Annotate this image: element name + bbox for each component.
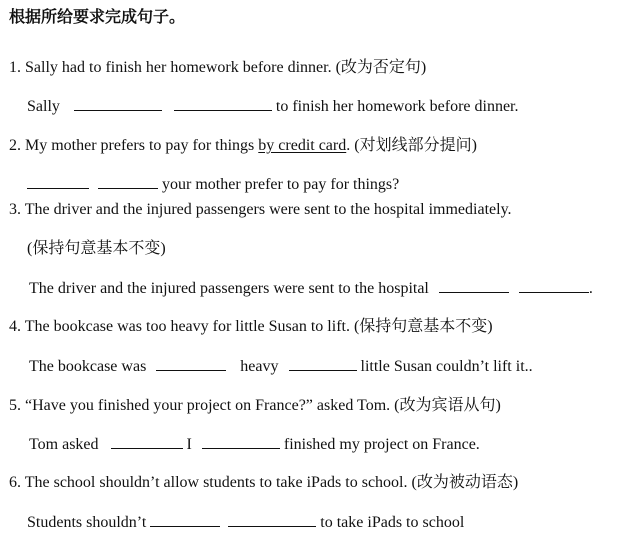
answer-2-blank-2[interactable]: [98, 173, 158, 189]
question-5: [9, 395, 501, 417]
answer-5-blank-2[interactable]: [202, 433, 280, 449]
answer-4: [29, 355, 533, 378]
question-4-prompt: 4. The bookcase was too heavy for little Susan to lift.: [9, 318, 350, 335]
question-3-instruction-line: [27, 238, 166, 260]
answer-4-end: little Susan couldn’t lift it..: [360, 358, 533, 375]
answer-4-start: The bookcase was: [29, 358, 147, 375]
answer-6-blank-2[interactable]: [228, 511, 316, 527]
answer-3: [29, 277, 593, 300]
answer-5-blank-1[interactable]: [111, 433, 183, 449]
answer-4-blank-1[interactable]: [156, 355, 226, 371]
answer-1-blank-2[interactable]: [174, 95, 272, 111]
question-5-instruction: (改为宾语从句): [394, 397, 501, 414]
answer-3-blank-2[interactable]: [519, 277, 589, 293]
question-4-instruction: (保持句意基本不变): [353, 318, 493, 335]
answer-4-blank-2[interactable]: [289, 355, 357, 371]
question-1: [9, 57, 426, 79]
answer-6-blank-1[interactable]: [150, 511, 220, 527]
question-5-prompt: 5. “Have you finished your project on France?” asked Tom.: [9, 397, 391, 414]
question-2: [9, 135, 477, 157]
answer-1-start: Sally: [27, 98, 60, 115]
answer-4-mid: heavy: [240, 358, 279, 375]
question-2-underlined-phrase: by credit card: [258, 137, 347, 154]
answer-2-end: your mother prefer to pay for things?: [162, 176, 400, 193]
answer-2-blank-1[interactable]: [27, 173, 89, 189]
answer-2: [27, 173, 399, 196]
question-4: [9, 316, 493, 338]
answer-6: [27, 511, 464, 534]
question-3: [9, 199, 512, 221]
worksheet-title: 根据所给要求完成句子。: [9, 7, 186, 26]
answer-3-blank-1[interactable]: [439, 277, 509, 293]
answer-3-start: The driver and the injured passengers were sent to the hospital: [29, 280, 429, 297]
answer-1-end: to finish her homework before dinner.: [275, 98, 519, 115]
answer-6-end: to take iPads to school: [320, 514, 465, 531]
question-2-period: .: [346, 137, 351, 154]
answer-1: [27, 95, 519, 118]
question-2-instruction: (对划线部分提问): [354, 137, 477, 154]
answer-5: [29, 433, 480, 456]
question-6: [9, 472, 518, 494]
question-1-instruction: (改为否定句): [335, 59, 427, 76]
question-3-prompt: 3. The driver and the injured passengers were sent to the hospital immediately.: [9, 201, 512, 218]
question-2-prompt: 2. My mother prefers to pay for things: [9, 137, 255, 154]
answer-5-end: finished my project on France.: [283, 436, 480, 453]
answer-1-blank-1[interactable]: [74, 95, 162, 111]
answer-3-end: .: [588, 280, 593, 297]
question-6-instruction: (改为被动语态): [411, 474, 519, 491]
answer-6-start: Students shouldn’t: [27, 514, 147, 531]
question-1-prompt: 1. Sally had to finish her homework before dinner.: [9, 59, 332, 76]
answer-5-mid: I: [186, 436, 192, 453]
answer-5-start: Tom asked: [29, 436, 99, 453]
question-6-prompt: 6. The school shouldn’t allow students to take iPads to school.: [9, 474, 408, 491]
question-3-instruction: (保持句意基本不变): [27, 240, 166, 257]
